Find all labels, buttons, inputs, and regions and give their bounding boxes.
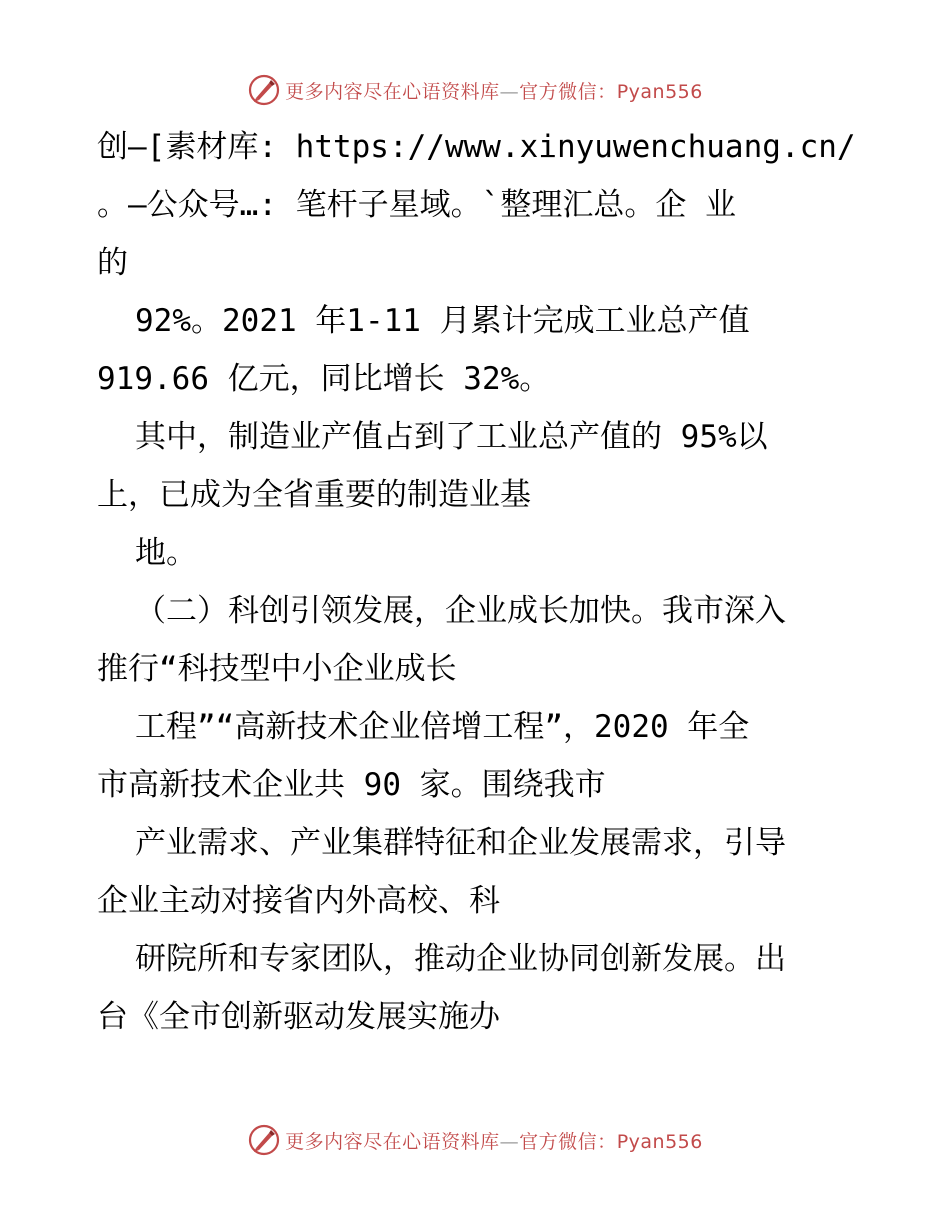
text-line: 的 — [97, 245, 128, 281]
text-line: 市高新技术企业共 90 家。围绕我市 — [97, 767, 606, 803]
text-line: 工程”“高新技术企业倍增工程”，2020 年全 — [135, 709, 750, 745]
banner-text: 更多内容尽在心语资料库—官方微信：Pyan556 — [285, 1130, 703, 1153]
text-line: 产业需求、产业集群特征和企业发展需求，引导 — [135, 825, 786, 861]
text-line: 创—[素材库: https://www.xinyuwenchuang.cn/ — [97, 129, 856, 165]
text-line: （二）科创引领发展，企业成长加快。我市深入 — [135, 593, 786, 629]
text-line: 919.66 亿元，同比增长 32%。 — [97, 361, 551, 397]
text-line: 其中，制造业产值占到了工业总产值的 95%以 — [135, 419, 768, 455]
text-line: 台《全市创新驱动发展实施办 — [97, 999, 500, 1035]
pen-circle-logo-icon — [247, 1123, 281, 1157]
text-line: 。—公众号…: 笔杆子星域。`整理汇总。企 业 — [97, 187, 736, 223]
text-line: 企业主动对接省内外高校、科 — [97, 883, 500, 919]
text-line: 92%。2021 年1-11 月累计完成工业总产值 — [135, 303, 750, 339]
banner-text: 更多内容尽在心语资料库—官方微信：Pyan556 — [285, 80, 703, 103]
text-line: 推行“科技型中小企业成长 — [97, 651, 457, 687]
header-banner — [0, 70, 950, 110]
text-line: 上，已成为全省重要的制造业基 — [97, 477, 531, 513]
document-body — [97, 118, 857, 1046]
pen-circle-logo-icon — [247, 73, 281, 107]
text-line: 地。 — [135, 535, 197, 571]
text-line: 研院所和专家团队，推动企业协同创新发展。出 — [135, 941, 786, 977]
footer-banner — [0, 1120, 950, 1160]
